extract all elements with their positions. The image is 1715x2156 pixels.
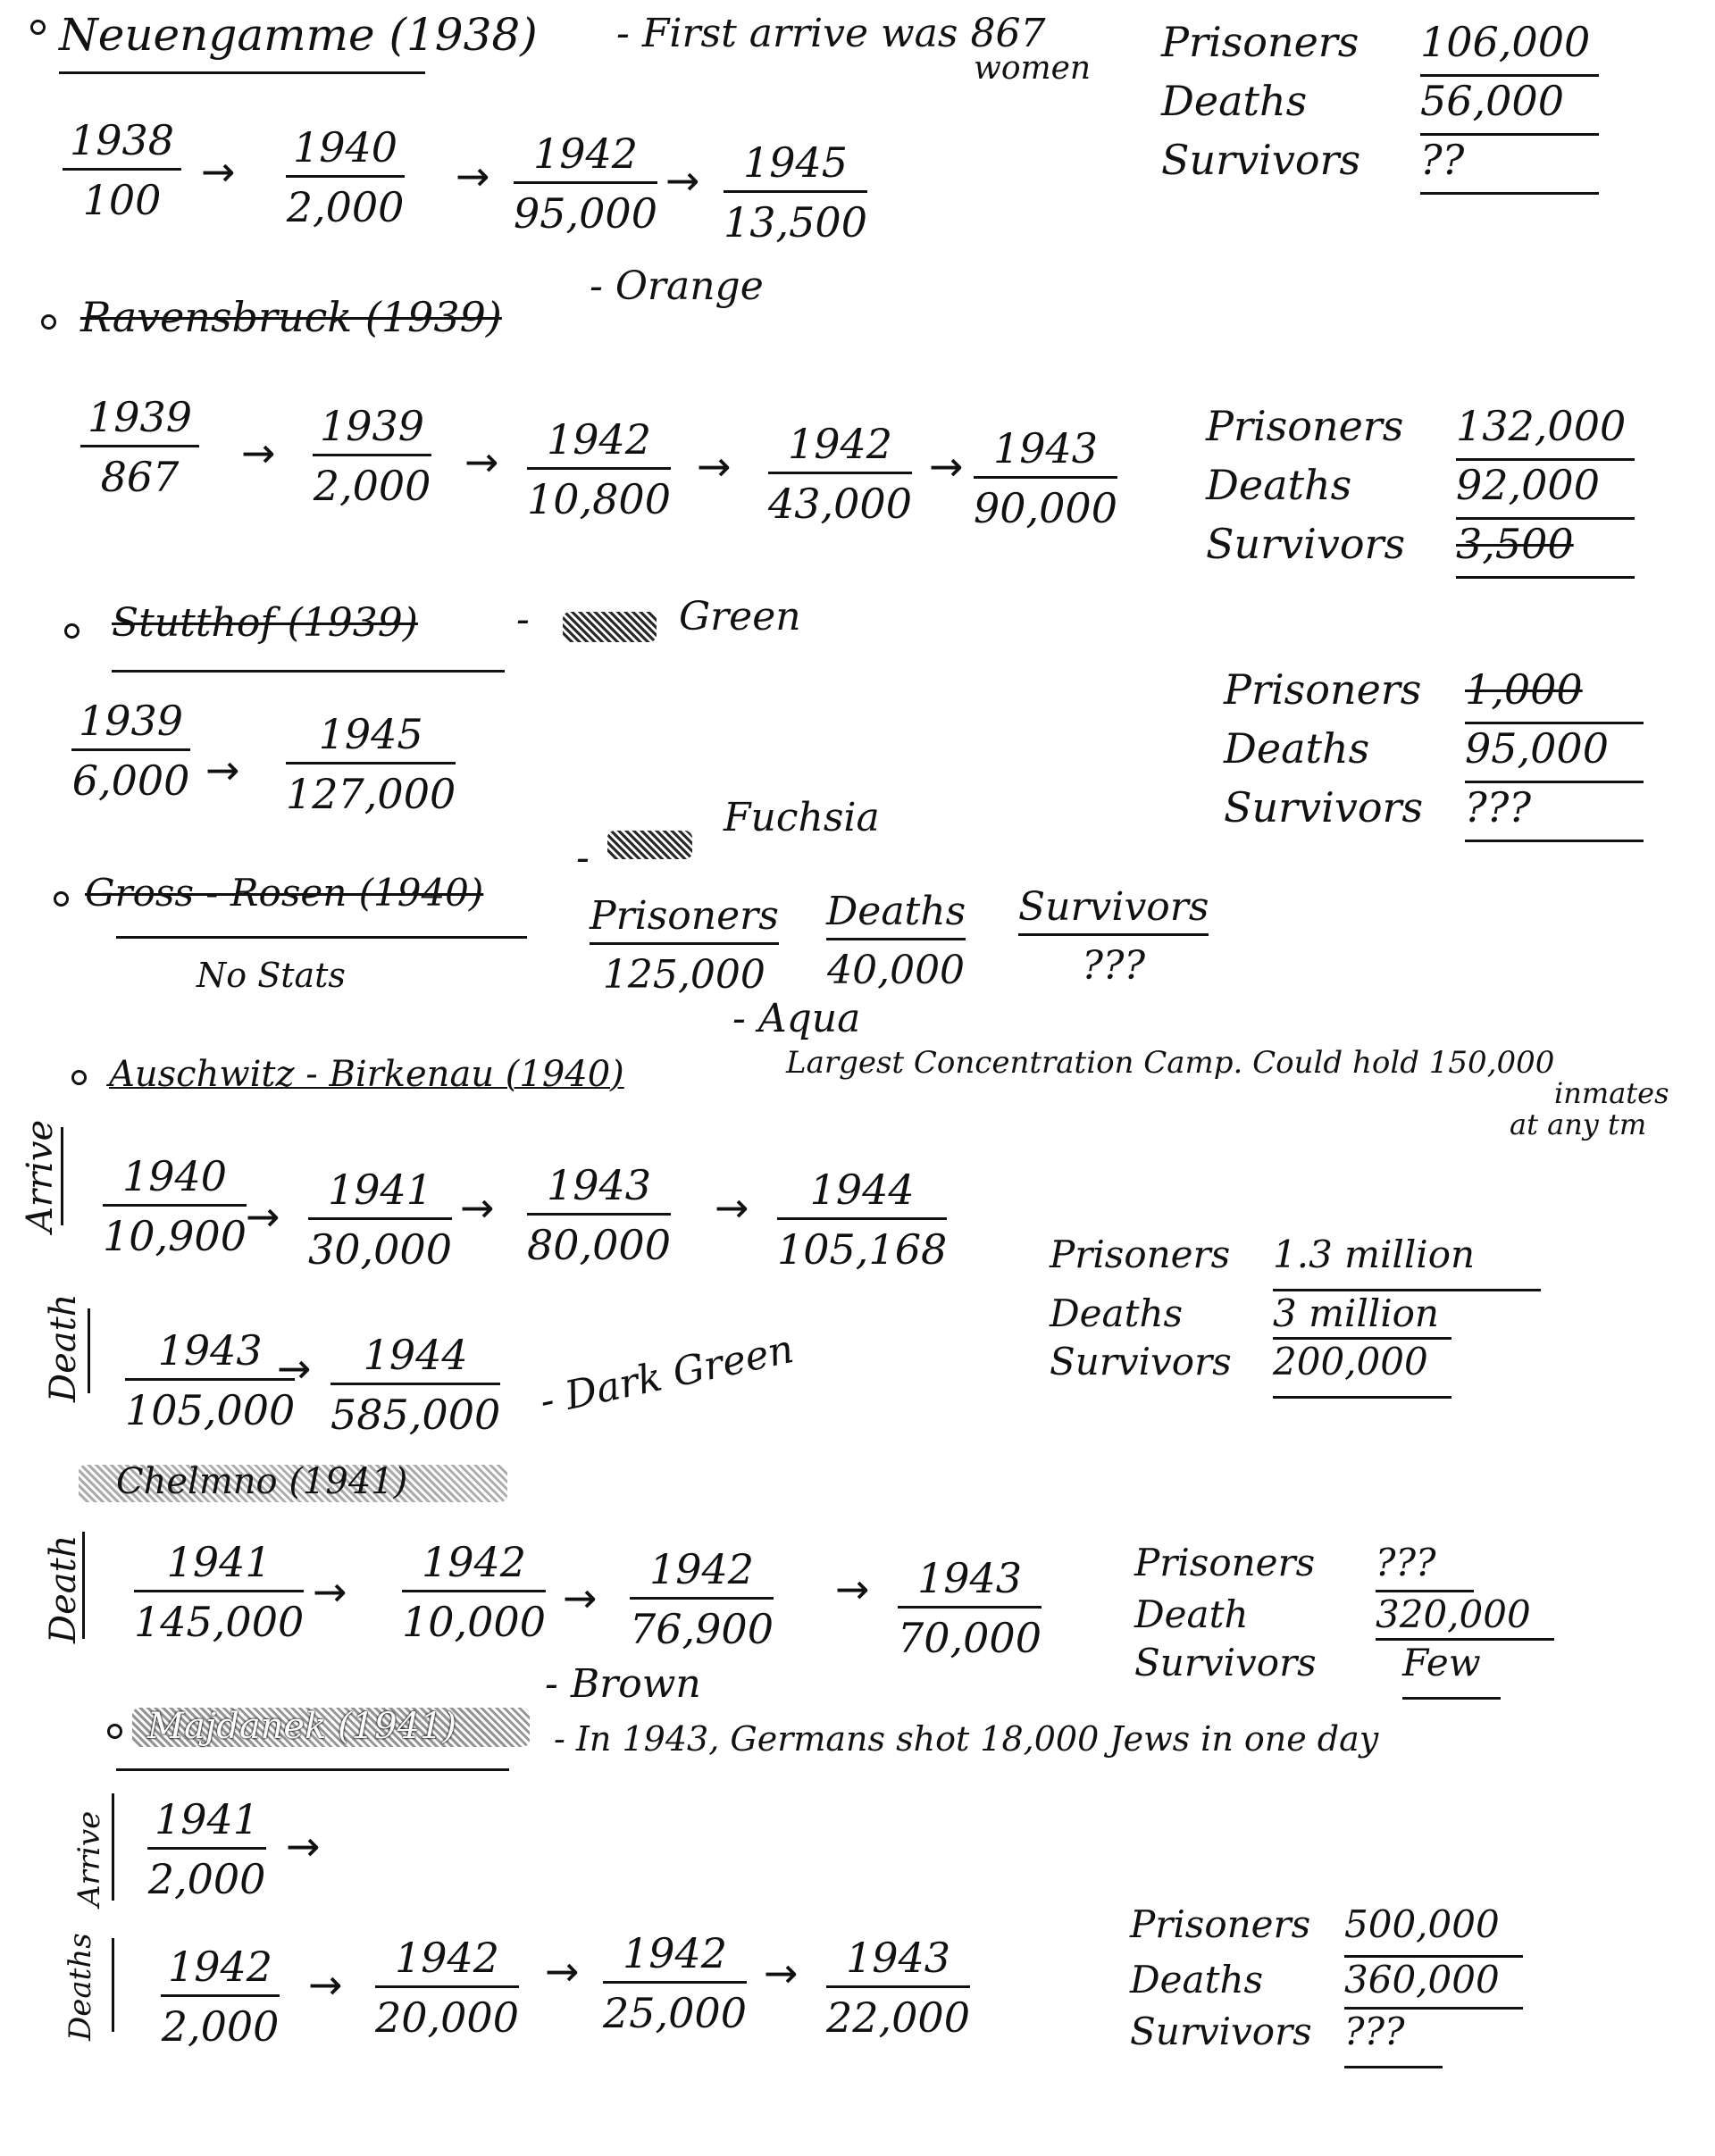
flow-year: 1943 xyxy=(527,1161,671,1216)
deaths-label: Deaths xyxy=(1224,724,1370,773)
camp-title-majdanek: Majdanek (1941) xyxy=(147,1706,457,1747)
camp-title-ravensbruck: Ravensbruck (1939) xyxy=(80,293,502,341)
flow-year: 1939 xyxy=(80,393,199,447)
arrow-icon: → xyxy=(460,1183,495,1232)
flow-value: 80,000 xyxy=(527,1221,671,1269)
color-note: - Brown xyxy=(545,1661,701,1707)
survivors-label: Survivors xyxy=(1206,520,1406,568)
flow-value: 867 xyxy=(100,453,180,501)
flow-entry xyxy=(603,1929,747,2037)
arrow-icon: → xyxy=(545,1947,580,1995)
title-underline xyxy=(112,670,505,673)
survivors-value: 200,000 xyxy=(1273,1340,1451,1399)
flow-entry xyxy=(308,1166,452,1274)
flow-entry xyxy=(161,1943,280,2051)
flow-year: 1941 xyxy=(308,1166,452,1220)
flow-entry xyxy=(134,1538,304,1646)
stats-block-neuengamme xyxy=(1161,18,1599,195)
survivors-label: Survivors xyxy=(1018,884,1209,936)
flow-year: 1942 xyxy=(402,1538,546,1592)
prisoners-label: Prisoners xyxy=(1134,1541,1316,1584)
flow-value: 10,900 xyxy=(103,1212,247,1260)
arrow-icon: → xyxy=(464,438,499,486)
flow-year: 1942 xyxy=(527,415,671,470)
arrival-note: - First arrive was 867 xyxy=(616,11,1046,56)
flow-value: 20,000 xyxy=(375,1993,519,2042)
flow-year: 1942 xyxy=(630,1545,774,1600)
flow-year: 1939 xyxy=(71,697,190,751)
side-bar xyxy=(82,1532,85,1639)
deaths-label: Deaths xyxy=(1161,77,1308,125)
flow-entry xyxy=(71,697,190,805)
flow-entry xyxy=(630,1545,774,1653)
arrow-icon: → xyxy=(929,442,964,490)
flow-year: 1940 xyxy=(286,123,405,178)
flow-value: 76,900 xyxy=(630,1605,774,1653)
flow-year: 1945 xyxy=(286,710,456,765)
flow-value: 2,000 xyxy=(286,183,405,231)
flow-entry xyxy=(777,1166,947,1274)
flow-value: 22,000 xyxy=(826,1993,970,2042)
flow-year: 1944 xyxy=(330,1331,500,1385)
deaths-side-label: Deaths xyxy=(63,1933,98,2041)
flow-value: 30,000 xyxy=(308,1225,452,1274)
bullet xyxy=(107,1724,122,1739)
flow-entry xyxy=(898,1554,1042,1662)
flow-value: 95,000 xyxy=(514,189,657,238)
flow-value: 43,000 xyxy=(768,480,912,528)
title-underline xyxy=(116,936,527,939)
flow-value: 70,000 xyxy=(898,1614,1042,1662)
camp-title-stutthof: Stutthof (1939) xyxy=(112,600,418,646)
prisoners-label: Prisoners xyxy=(1224,665,1422,714)
stats-block-ravensbruck xyxy=(1206,402,1635,579)
prisoners-value: 1.3 million xyxy=(1273,1233,1541,1291)
bullet xyxy=(41,314,56,330)
deaths-label: Deaths xyxy=(1130,1958,1264,2001)
camp-title-gross-rosen: Gross - Rosen (1940) xyxy=(85,871,484,915)
flow-value: 13,500 xyxy=(724,198,867,247)
arrow-icon: → xyxy=(665,156,700,205)
stats-block-chelmno xyxy=(1134,1541,1554,1700)
deaths-label: Deaths xyxy=(1050,1291,1184,1335)
arrow-icon: → xyxy=(246,1192,280,1241)
color-note: - Dark Green xyxy=(536,1325,798,1425)
camp-note: - In 1943, Germans shot 18,000 Jews in one day xyxy=(554,1719,1379,1759)
arrow-icon: → xyxy=(205,746,240,794)
stat-column xyxy=(1018,884,1209,989)
flow-value: 90,000 xyxy=(974,484,1117,532)
arrive-side-label: Arrive xyxy=(20,1119,61,1233)
flow-year: 1940 xyxy=(103,1152,247,1207)
side-bar xyxy=(112,1793,114,1901)
arrive-side-label: Arrive xyxy=(71,1810,107,1907)
flow-year: 1942 xyxy=(161,1943,280,1997)
title-underline xyxy=(59,71,425,74)
survivors-value: ?? xyxy=(1420,136,1599,195)
prisoners-label: Prisoners xyxy=(1206,402,1404,450)
camp-note-continued: inmates xyxy=(1554,1076,1669,1110)
deaths-value: 3 million xyxy=(1273,1291,1451,1340)
flow-entry xyxy=(974,424,1117,532)
death-side-label: Death xyxy=(43,1293,84,1402)
prisoners-value: 106,000 xyxy=(1420,18,1599,77)
flow-year: 1944 xyxy=(777,1166,947,1220)
survivors-label: Survivors xyxy=(1224,783,1424,831)
prisoners-label: Prisoners xyxy=(590,893,779,945)
survivors-value: ??? xyxy=(1465,783,1644,842)
dash: - xyxy=(516,597,530,642)
flow-entry xyxy=(826,1934,970,2042)
flow-entry xyxy=(80,393,199,501)
arrow-icon: → xyxy=(308,1960,343,2009)
survivors-label: Survivors xyxy=(1134,1641,1317,1684)
survivors-value: ??? xyxy=(1082,943,1146,989)
prisoners-label: Prisoners xyxy=(1161,18,1359,66)
flow-entry xyxy=(286,710,456,818)
color-note: Fuchsia xyxy=(724,795,880,840)
prisoners-value: 125,000 xyxy=(602,952,765,998)
camp-note: Largest Concentration Camp. Could hold 150,000 xyxy=(786,1045,1555,1081)
flow-year: 1941 xyxy=(134,1538,304,1592)
stats-block-auschwitz xyxy=(1050,1233,1541,1399)
flow-year: 1942 xyxy=(514,130,657,184)
arrow-icon: → xyxy=(563,1574,598,1622)
deaths-value: 320,000 xyxy=(1376,1592,1554,1641)
flow-value: 100 xyxy=(82,176,162,224)
flow-value: 6,000 xyxy=(71,756,190,805)
flow-value: 2,000 xyxy=(161,2002,280,2051)
side-bar xyxy=(61,1127,63,1225)
flow-entry xyxy=(724,138,867,247)
scribble-mark xyxy=(563,612,657,642)
flow-year: 1945 xyxy=(724,138,867,193)
flow-entry xyxy=(527,1161,671,1269)
flow-year: 1943 xyxy=(125,1326,295,1381)
side-bar xyxy=(112,1938,114,2032)
flow-year: 1943 xyxy=(898,1554,1042,1609)
flow-year: 1941 xyxy=(147,1795,266,1850)
camp-note-continued: at any tm xyxy=(1510,1107,1647,1141)
survivors-label: Survivors xyxy=(1161,136,1361,184)
stats-block-stutthof xyxy=(1224,665,1644,842)
flow-value: 2,000 xyxy=(313,462,431,510)
flow-year: 1942 xyxy=(603,1929,747,1984)
flow-value: 10,000 xyxy=(402,1598,546,1646)
color-note: Green xyxy=(679,594,801,639)
flow-value: 105,000 xyxy=(125,1386,296,1434)
deaths-label: Deaths xyxy=(1206,461,1352,509)
arrow-icon: → xyxy=(456,152,490,200)
deaths-value: 360,000 xyxy=(1344,1958,1523,2010)
arrow-icon: → xyxy=(697,442,732,490)
bullet xyxy=(30,20,46,35)
arrow-icon: → xyxy=(241,429,276,477)
deaths-value: 92,000 xyxy=(1456,461,1635,520)
flow-value: 585,000 xyxy=(330,1391,501,1439)
bullet xyxy=(54,891,69,907)
flow-entry xyxy=(402,1538,546,1646)
side-bar xyxy=(88,1308,90,1393)
flow-entry xyxy=(330,1331,500,1439)
flow-year: 1943 xyxy=(826,1934,970,1988)
flow-value: 105,168 xyxy=(777,1225,948,1274)
arrow-icon: → xyxy=(277,1344,312,1392)
stat-column xyxy=(826,889,966,993)
flow-year: 1943 xyxy=(974,424,1117,479)
flow-entry xyxy=(125,1326,295,1434)
flow-entry xyxy=(768,420,912,528)
arrow-icon: → xyxy=(715,1183,749,1232)
stats-block-majdanek xyxy=(1130,1902,1523,2068)
deaths-label: Deaths xyxy=(826,889,966,940)
prisoners-value: ??? xyxy=(1376,1541,1474,1592)
prisoners-label: Prisoners xyxy=(1050,1233,1231,1276)
flow-value: 145,000 xyxy=(134,1598,305,1646)
arrow-icon: → xyxy=(286,1822,321,1870)
arrow-icon: → xyxy=(764,1949,799,1997)
flow-entry xyxy=(63,116,181,224)
arrow-icon: → xyxy=(313,1567,347,1616)
arrow-icon: → xyxy=(835,1565,870,1613)
deaths-value: 56,000 xyxy=(1420,77,1599,136)
survivors-value: 3,500 xyxy=(1456,520,1635,579)
flow-value: 25,000 xyxy=(603,1989,747,2037)
flow-value: 127,000 xyxy=(286,770,456,818)
deaths-value: 40,000 xyxy=(827,948,966,993)
flow-year: 1938 xyxy=(63,116,181,171)
flow-entry xyxy=(375,1934,519,2042)
arrow-icon: → xyxy=(201,147,236,196)
flow-value: 2,000 xyxy=(147,1855,266,1903)
flow-entry xyxy=(527,415,671,523)
no-stats-note: No Stats xyxy=(197,956,346,995)
color-note: - Orange xyxy=(590,263,764,309)
flow-year: 1939 xyxy=(313,402,431,456)
prisoners-value: 132,000 xyxy=(1456,402,1635,461)
flow-entry xyxy=(147,1795,266,1903)
deaths-label: Death xyxy=(1134,1592,1249,1636)
flow-entry xyxy=(313,402,431,510)
camp-title-chelmno: Chelmno (1941) xyxy=(116,1461,408,1502)
bullet xyxy=(64,623,79,639)
flow-entry xyxy=(286,123,405,231)
color-note: - Aqua xyxy=(732,996,861,1041)
scribble-mark xyxy=(607,831,692,859)
survivors-value: ??? xyxy=(1344,2010,1443,2068)
stat-column xyxy=(590,893,779,998)
flow-entry xyxy=(514,130,657,238)
survivors-label: Survivors xyxy=(1130,2010,1312,2053)
flow-value: 10,800 xyxy=(527,475,671,523)
flow-year: 1942 xyxy=(375,1934,519,1988)
death-side-label: Death xyxy=(43,1534,84,1643)
deaths-value: 95,000 xyxy=(1465,724,1644,783)
flow-year: 1942 xyxy=(768,420,912,474)
prisoners-value: 500,000 xyxy=(1344,1902,1523,1958)
camp-title-auschwitz: Auschwitz - Birkenau (1940) xyxy=(109,1054,624,1095)
arrival-note-continued: women xyxy=(974,50,1092,87)
camp-title-neuengamme: Neuengamme (1938) xyxy=(59,9,538,61)
prisoners-label: Prisoners xyxy=(1130,1902,1311,1946)
title-underline xyxy=(116,1768,509,1771)
prisoners-value: 1,000 xyxy=(1465,665,1644,724)
flow-entry xyxy=(103,1152,247,1260)
survivors-value: Few xyxy=(1402,1641,1501,1700)
dash: - xyxy=(576,835,590,881)
bullet xyxy=(71,1070,87,1085)
survivors-label: Survivors xyxy=(1050,1340,1232,1383)
